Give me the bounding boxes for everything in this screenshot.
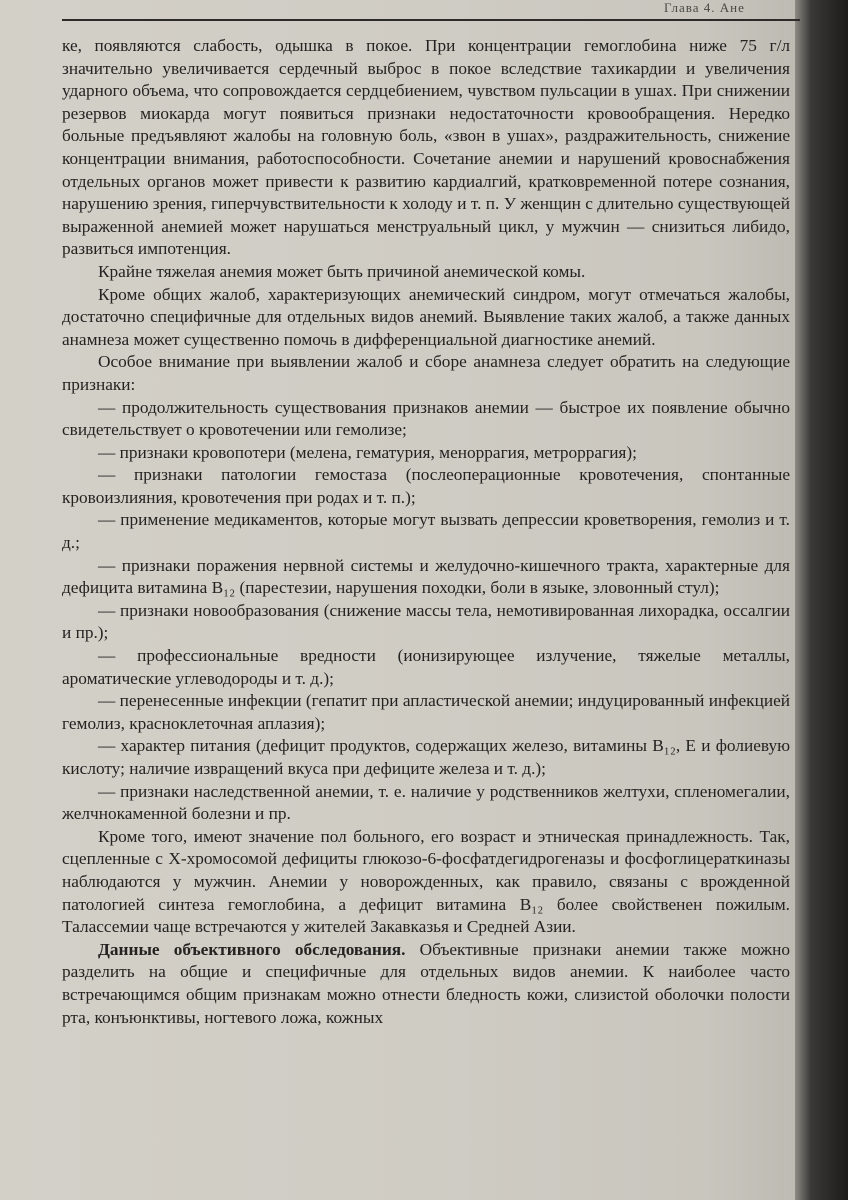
list-item: — характер питания (дефицит продуктов, содержащих железо, витамины B₁₂, Е и фолиевую кислоту; наличие извращений вкуса при дефиците железа и т. д.); xyxy=(62,736,790,778)
paragraph: Кроме общих жалоб, характеризующих анемический синдром, могут отмечаться жалобы, достаточно специфичные для отдельных видов анемий. Выявление таких жалоб, а также данных анамнеза может существенно помочь в дифференциальной диагностике анемий. xyxy=(62,284,790,349)
list-item: — признаки кровопотери (мелена, гематурия, меноррагия, метроррагия); xyxy=(98,442,637,462)
list-item: — признаки наследственной анемии, т. е. наличие у родственников желтухи, спленомегалии, желчнокаменной болезни и пр. xyxy=(62,781,790,824)
list-item: — применение медикаментов, которые могут вызвать депрессии кроветворения, гемолиз и т. д.; xyxy=(62,510,790,553)
header-rule xyxy=(62,19,800,21)
section-lead: Данные объективного обследования. xyxy=(98,939,406,959)
paragraph: ке, появляются слабость, одышка в покое. При концентрации гемоглобина ниже 75 г/л значительно увеличивается сердечный выброс в покое вследствие тахикардии и увеличения ударного объема, что сопровождается сердцебиением, чувством пульсации в ушах. При снижении резервов миокарда могут появиться признаки недостаточности кровообращения. Нередко больные предъявляют жалобы на головную боль, «звон в ушах», раздражительность, снижение концентрации внимания, работоспособности. Сочетание анемии и нарушений кровоснабжения отдельных органов может привести к развитию кардиалгий, кратковременной потере сознания, нарушению зрения, гиперчувствительности к холоду и т. п. У женщин с длительно существующей выраженной анемией может нарушаться менструальный цикл, у мужчин — снизиться либидо, развиться импотенция. xyxy=(62,36,790,259)
body-text xyxy=(62,35,790,1029)
page-edge-shadow xyxy=(795,0,848,1200)
list-item: — профессиональные вредности (ионизирующее излучение, тяжелые металлы, ароматические углеводороды и т. д.); xyxy=(62,646,790,688)
list-item: — признаки патологии гемостаза (послеоперационные кровотечения, спонтанные кровоизлияния, кровотечения при родах и т. п.); xyxy=(62,465,790,507)
running-head: Глава 4. Ане xyxy=(664,0,745,15)
paragraph-text: Объективные признаки анемии также можно разделить на общие и специфичные для отдельных видов анемии. К наиболее часто встречающимся общим признакам можно отнести бледность кожи, слизистой оболочки полости рта, конъюнктивы, ногтевого ложа, кожных xyxy=(62,939,790,1027)
paragraph: Крайне тяжелая анемия может быть причиной анемической комы. xyxy=(98,261,586,281)
paragraph: Особое внимание при выявлении жалоб и сборе анамнеза следует обратить на следующие признаки: xyxy=(62,352,790,394)
list-item: — продолжительность существования признаков анемии — быстрое их появление обычно свидетельствует о кровотечении или гемолизе; xyxy=(62,397,790,440)
paragraph-objective-exam xyxy=(62,939,790,1029)
paragraph: Кроме того, имеют значение пол больного, его возраст и этническая принадлежность. Так, сцепленные с X-хромосомой дефициты глюкозо-6-фосфатдегидрогеназы и фосфоглицераткиназы наблюдаются у мужчин. Анемии у новорожденных, как правило, связаны с врожденной патологией синтеза гемоглобина, а дефицит витамина B₁₂ более свойственен пожилым. Талассемии чаще встречаются у жителей Закавказья и Средней Азии. xyxy=(62,826,790,937)
list-item: — перенесенные инфекции (гепатит при апластической анемии; индуцированный инфекцией гемолиз, красноклеточная аплазия); xyxy=(62,691,790,733)
list-item: — признаки поражения нервной системы и желудочно-кишечного тракта, характерные для дефицита витамина B₁₂ (парестезии, нарушения походки, боли в языке, зловонный стул); xyxy=(62,555,790,598)
list-item: — признаки новообразования (снижение массы тела, немотивированная лихорадка, оссалгии и пр.); xyxy=(62,600,790,643)
